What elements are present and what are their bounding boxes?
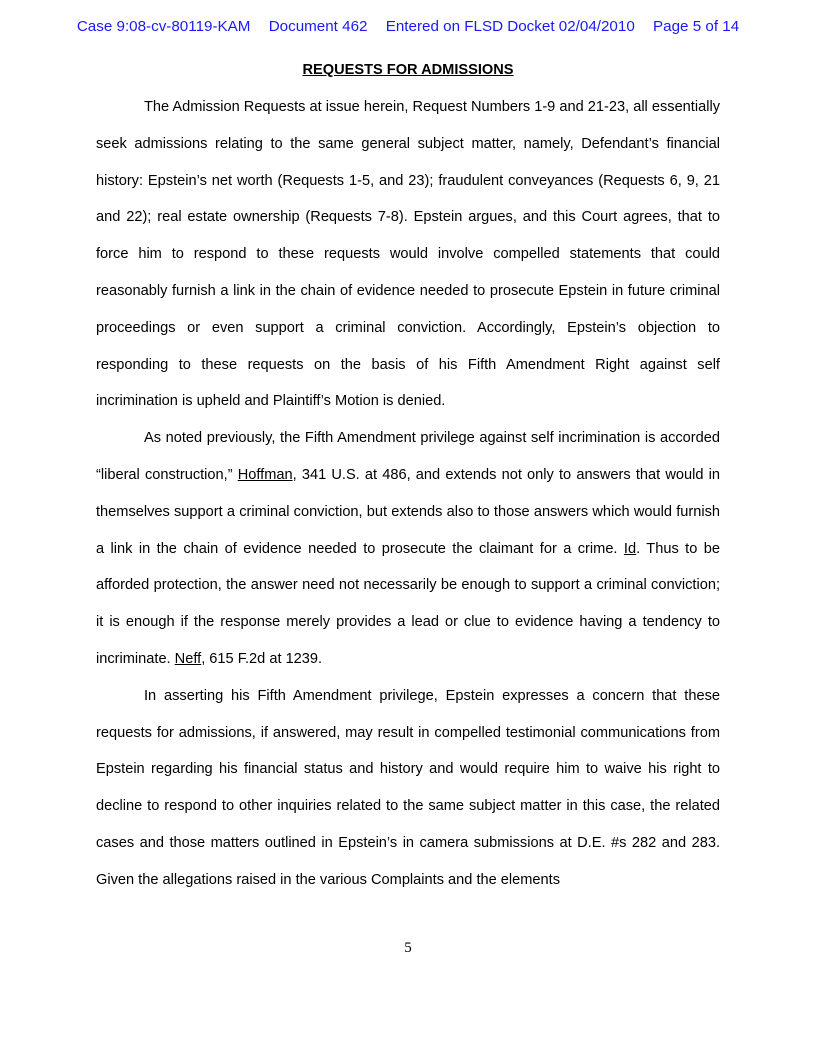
citation-id: Id: [623, 540, 637, 557]
page-of-total: Page 5 of 14: [653, 18, 740, 35]
citation-neff: Neff: [174, 650, 202, 667]
paragraph-2-text-d: , 615 F.2d at 1239.: [201, 650, 323, 667]
page-number: 5: [404, 940, 412, 956]
docket-entry: Entered on FLSD Docket 02/04/2010: [385, 18, 635, 35]
paragraph-2-text-b: , 341 U.S. at 486, and extends not only to answers that would in themselves support a criminal conviction, but extends also to those answers which would furnish a link in the chain of evidence needed to prosecute the claimant for a crime.: [96, 466, 720, 557]
paragraph-1: The Admission Requests at issue herein, Request Numbers 1-9 and 21-23, all essentially seek admissions relating to the same general subject matter, namely, Defendant’s financial history: Epstein’s net worth (Requests 1-5, and 23); fraudulent conveyances (Requests 6, 9, 21 and 22); real estate ownership (Requests 7-8). Epstein argues, and this Court agrees, that to force him to respond to these requests would involve compelled statements that could reasonably furnish a link in the chain of evidence needed to prosecute Epstein in future criminal proceedings or even support a criminal conviction. Accordingly, Epstein’s objection to responding to these requests on the basis of his Fifth Amendment Right against self incrimination is upheld and Plaintiff’s Motion is denied.: [96, 99, 720, 410]
docket-header: [0, 18, 816, 35]
citation-hoffman: Hoffman: [237, 466, 293, 483]
section-title: REQUESTS FOR ADMISSIONS: [302, 62, 514, 78]
case-number: Case 9:08-cv-80119-KAM: [76, 18, 251, 35]
paragraph-2-text-c: . Thus to be afforded protection, the answer need not necessarily be enough to support a criminal conviction; it is enough if the response merely provides a lead or clue to evidence having a tendency to incriminate.: [96, 540, 720, 667]
paragraph-2-text-a: As noted previously, the Fifth Amendment privilege against self incrimination is accorded “liberal construction,”: [96, 430, 720, 483]
paragraph-2: [96, 420, 720, 678]
document-body: [96, 89, 720, 899]
document-number: Document 462: [268, 18, 368, 35]
paragraph-3: In asserting his Fifth Amendment privilege, Epstein expresses a concern that these requests for admissions, if answered, may result in compelled testimonial communications from Epstein regarding his financial status and history and would require him to waive his right to decline to respond to other inquiries related to the same subject matter in this case, the related cases and those matters outlined in Epstein’s in camera submissions at D.E. #s 282 and 283. Given the allegations raised in the various Complaints and the elements: [96, 687, 720, 888]
